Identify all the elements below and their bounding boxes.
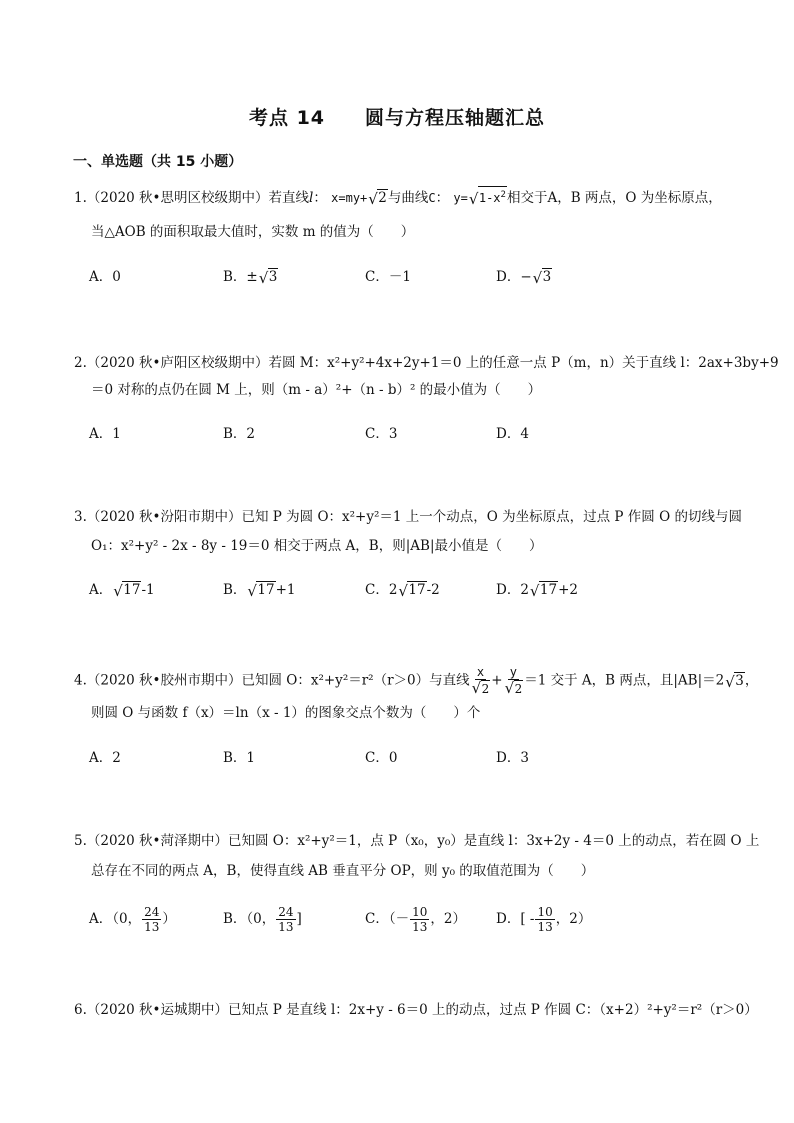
q2-option-c[interactable]: C．3 (365, 426, 398, 442)
q1-option-d[interactable]: D．− √ 3 (496, 269, 552, 287)
q5-option-d[interactable]: D．[ - $\frac{10}{13}$ ，2） (496, 905, 592, 934)
question-2-line-2: ＝0 对称的点仍在圆 M 上，则（m - a）²+（n - b）² 的最小值为（ ） (91, 382, 542, 398)
question-4-line-1: 4.（2020 秋•胶州市期中）已知圆 O：x²+y²＝r²（r＞0）与直线 x √ 2 + y √ 2 ＝1 交于 A，B 两点，且|AB|＝2 √ 3， (74, 665, 759, 697)
question-1-line-1: 1.（2020 秋•思明区校级期中）若直线l： x=my+ √ 2与曲线C： y= √ $1-x^2$相交于A，B 两点，O 为坐标原点， (74, 186, 722, 208)
q2-option-a[interactable]: A．1 (89, 426, 121, 442)
question-4-line-2: 则圆 O 与函数 f（x）＝ln（x - 1）的图象交点个数为（ ）个 (91, 705, 481, 721)
sqrt-2: √ 2 (368, 190, 387, 208)
page-title: 考点 14 圆与方程压轴题汇总 (248, 107, 546, 129)
sqrt-1-x2: √ $1-x^2$ (469, 186, 507, 208)
q2-option-b[interactable]: B．2 (223, 426, 256, 442)
q5-option-a[interactable]: A．（0， $\frac{24}{13}$ ） (89, 905, 176, 934)
q3-option-c[interactable]: C．2 √ 17-2 (365, 582, 440, 600)
q1-option-c[interactable]: C．－1 (365, 269, 411, 285)
q4-option-a[interactable]: A．2 (89, 750, 121, 766)
question-5-line-1: 5.（2020 秋•菏泽期中）已知圆 O：x²+y²＝1，点 P（x₀，y₀）是直线 l：3x+2y - 4＝0 上的动点，若在圆 O 上 (74, 833, 760, 849)
section-heading: 一、单选题（共 15 小题） (73, 154, 243, 170)
question-3-line-1: 3.（2020 秋•汾阳市期中）已知 P 为圆 O：x²+y²＝1 上一个动点，O 为坐标原点，过点 P 作圆 O 的切线与圆 (74, 509, 742, 525)
q3-option-b[interactable]: B． √ 17+1 (223, 582, 296, 600)
question-5-line-2: 总存在不同的两点 A，B，使得直线 AB 垂直平分 OP，则 y₀ 的取值范围为（ ） (91, 863, 595, 879)
q2-option-d[interactable]: D．4 (496, 426, 529, 442)
question-2-line-1: 2.（2020 秋•庐阳区校级期中）若圆 M：x²+y²+4x+2y+1＝0 上的任意一点 P（m，n）关于直线 l：2ax+3by+9 (74, 355, 779, 371)
question-6-line-1: 6.（2020 秋•运城期中）已知点 P 是直线 l：2x+y - 6＝0 上的动点，过点 P 作圆 C：（x+2）²+y²＝r²（r＞0） (74, 1002, 758, 1018)
q3-option-a[interactable]: A． √ 17-1 (89, 582, 155, 600)
q4-option-b[interactable]: B．1 (223, 750, 256, 766)
question-3-line-2: O₁：x²+y² - 2x - 8y - 19＝0 相交于两点 A，B，则|AB|最小值是（ ） (91, 538, 543, 554)
q4-option-d[interactable]: D．3 (496, 750, 529, 766)
q1-option-b[interactable]: B．± √ 3 (223, 269, 278, 287)
q3-option-d[interactable]: D．2 √ 17+2 (496, 582, 579, 600)
q5-option-b[interactable]: B．（0， $\frac{24}{13}$ ] (223, 905, 302, 934)
q1-option-a[interactable]: A．0 (89, 269, 121, 285)
q5-option-c[interactable]: C．（－ $\frac{10}{13}$ ，2） (365, 905, 466, 934)
question-1-line-2: 当△AOB 的面积取最大值时，实数 m 的值为（ ） (91, 224, 415, 240)
q4-option-c[interactable]: C．0 (365, 750, 398, 766)
